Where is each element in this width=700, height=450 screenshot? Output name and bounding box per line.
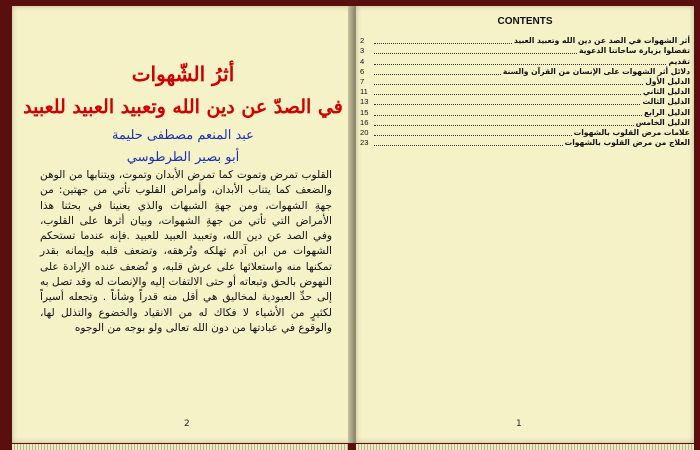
page-number-left: 2 xyxy=(184,419,190,429)
toc-leader xyxy=(374,144,563,146)
toc-page-number: 15 xyxy=(360,107,369,117)
toc-label: الدليل الخامس xyxy=(635,117,690,127)
toc-entry[interactable] xyxy=(360,36,690,46)
toc-label: الدليل الثالث xyxy=(642,97,690,107)
toc-leader xyxy=(374,103,640,105)
toc-entry[interactable] xyxy=(360,138,690,148)
toc-entry[interactable] xyxy=(360,118,690,128)
left-page[interactable] xyxy=(12,6,354,443)
toc-page-number: 11 xyxy=(360,87,368,97)
toc-entry[interactable] xyxy=(360,77,690,87)
toc-leader xyxy=(374,114,642,116)
toc-label: الدليل الرابع xyxy=(643,107,690,117)
author-name: عبد المنعم مصطفى حليمة xyxy=(112,128,254,143)
toc-page-number: 23 xyxy=(360,138,369,148)
toc-leader xyxy=(374,124,634,126)
toc-entry[interactable] xyxy=(360,67,690,77)
toc-leader xyxy=(374,73,501,75)
toc-entry[interactable] xyxy=(360,107,690,117)
body-text xyxy=(40,168,332,336)
toc-page-number: 4 xyxy=(360,56,365,66)
toc-entry[interactable] xyxy=(360,97,690,107)
toc-label: الدليل الأول xyxy=(645,76,690,86)
toc-page-number: 6 xyxy=(360,66,365,76)
toc-leader xyxy=(374,42,512,44)
toc-label: تفضلوا بزيارة ساحاتنا الدعوية xyxy=(578,46,690,56)
toc-page-number: 2 xyxy=(360,36,365,46)
book-subtitle: في الصدّ عن دين الله وتعبيد العبيد للعبيد xyxy=(23,96,343,118)
toc-entry[interactable] xyxy=(360,46,690,56)
left-page-edges xyxy=(12,444,348,450)
toc-page-number: 13 xyxy=(360,97,369,107)
toc-leader xyxy=(374,93,641,95)
toc-entry[interactable] xyxy=(360,128,690,138)
toc-label: تقديم xyxy=(668,56,690,66)
right-page-edges xyxy=(356,444,694,450)
toc-label: علامات مرض القلوب بالشهوات xyxy=(573,127,690,137)
paragraph: القلوب تمرض وتموت كما تمرض الأبدان وتموت، ويتنابها من الوهن والضعف كما يتناب الأبدان، وأمراض القلوب تأتي من جهتين: من جهةِ الشهوات، ومن جهةِ الشبهات والذي يعنينا في بحثنا هذا الأمراض التي تأتي من جهةِ الشهوات، وبيان أثرها على القلوب، وفي الصد عن دين الله، وتعبيد العبيد للعبيد .فإنه عندما تستحكم الشهوات من ابن آدم تهلكه وتُرهقه، وتضعف قلبه وإيمانه بقدر تمكنها منه واستعلائها على عرش قلبه، و تُضعف عنده الإرادة على النهوض بالحق وتبعاته أو حتى الالتفات إليه والإنصات له وقد تصل به إلى حدِّ العبودية لمخاليق هي أقل منه قدراً وشأناً . xyxy=(40,169,332,304)
paragraph: وتجعله أسيراً لكثيرٍ من الأشياء لا فكاك له من الانقياد والخضوع والتذلل لها، والوقوع في عبادتها من دون الله تعالى ولو بوجه من الوجوه xyxy=(40,291,332,334)
toc-label: الدليل الثاني xyxy=(642,87,690,97)
toc-page-number: 7 xyxy=(360,76,365,86)
toc-leader xyxy=(374,52,577,54)
toc-entry[interactable] xyxy=(360,56,690,66)
toc-leader xyxy=(374,83,643,85)
toc-label: أثر الشهوات في الصد عن دين الله وتعبيد العبيد xyxy=(513,36,690,46)
toc-label: دلائل أثر الشهوات على الإنسان من القرآن والسنة xyxy=(502,66,690,76)
toc-page-number: 20 xyxy=(360,127,369,137)
toc-leader xyxy=(374,63,666,65)
toc-leader xyxy=(374,134,572,136)
table-of-contents xyxy=(360,36,690,148)
author-kunya: أبو بصير الطرطوسي xyxy=(126,150,240,165)
page-number-right: 1 xyxy=(516,419,522,429)
toc-page-number: 16 xyxy=(360,117,369,127)
contents-heading: CONTENTS xyxy=(497,16,553,27)
toc-page-number: 3 xyxy=(360,46,365,56)
toc-entry[interactable] xyxy=(360,87,690,97)
toc-label: العلاج من مرض القلوب بالشهوات xyxy=(564,138,690,148)
book-title: أثرُ الشّهوات xyxy=(131,62,235,86)
right-page[interactable] xyxy=(356,6,694,443)
